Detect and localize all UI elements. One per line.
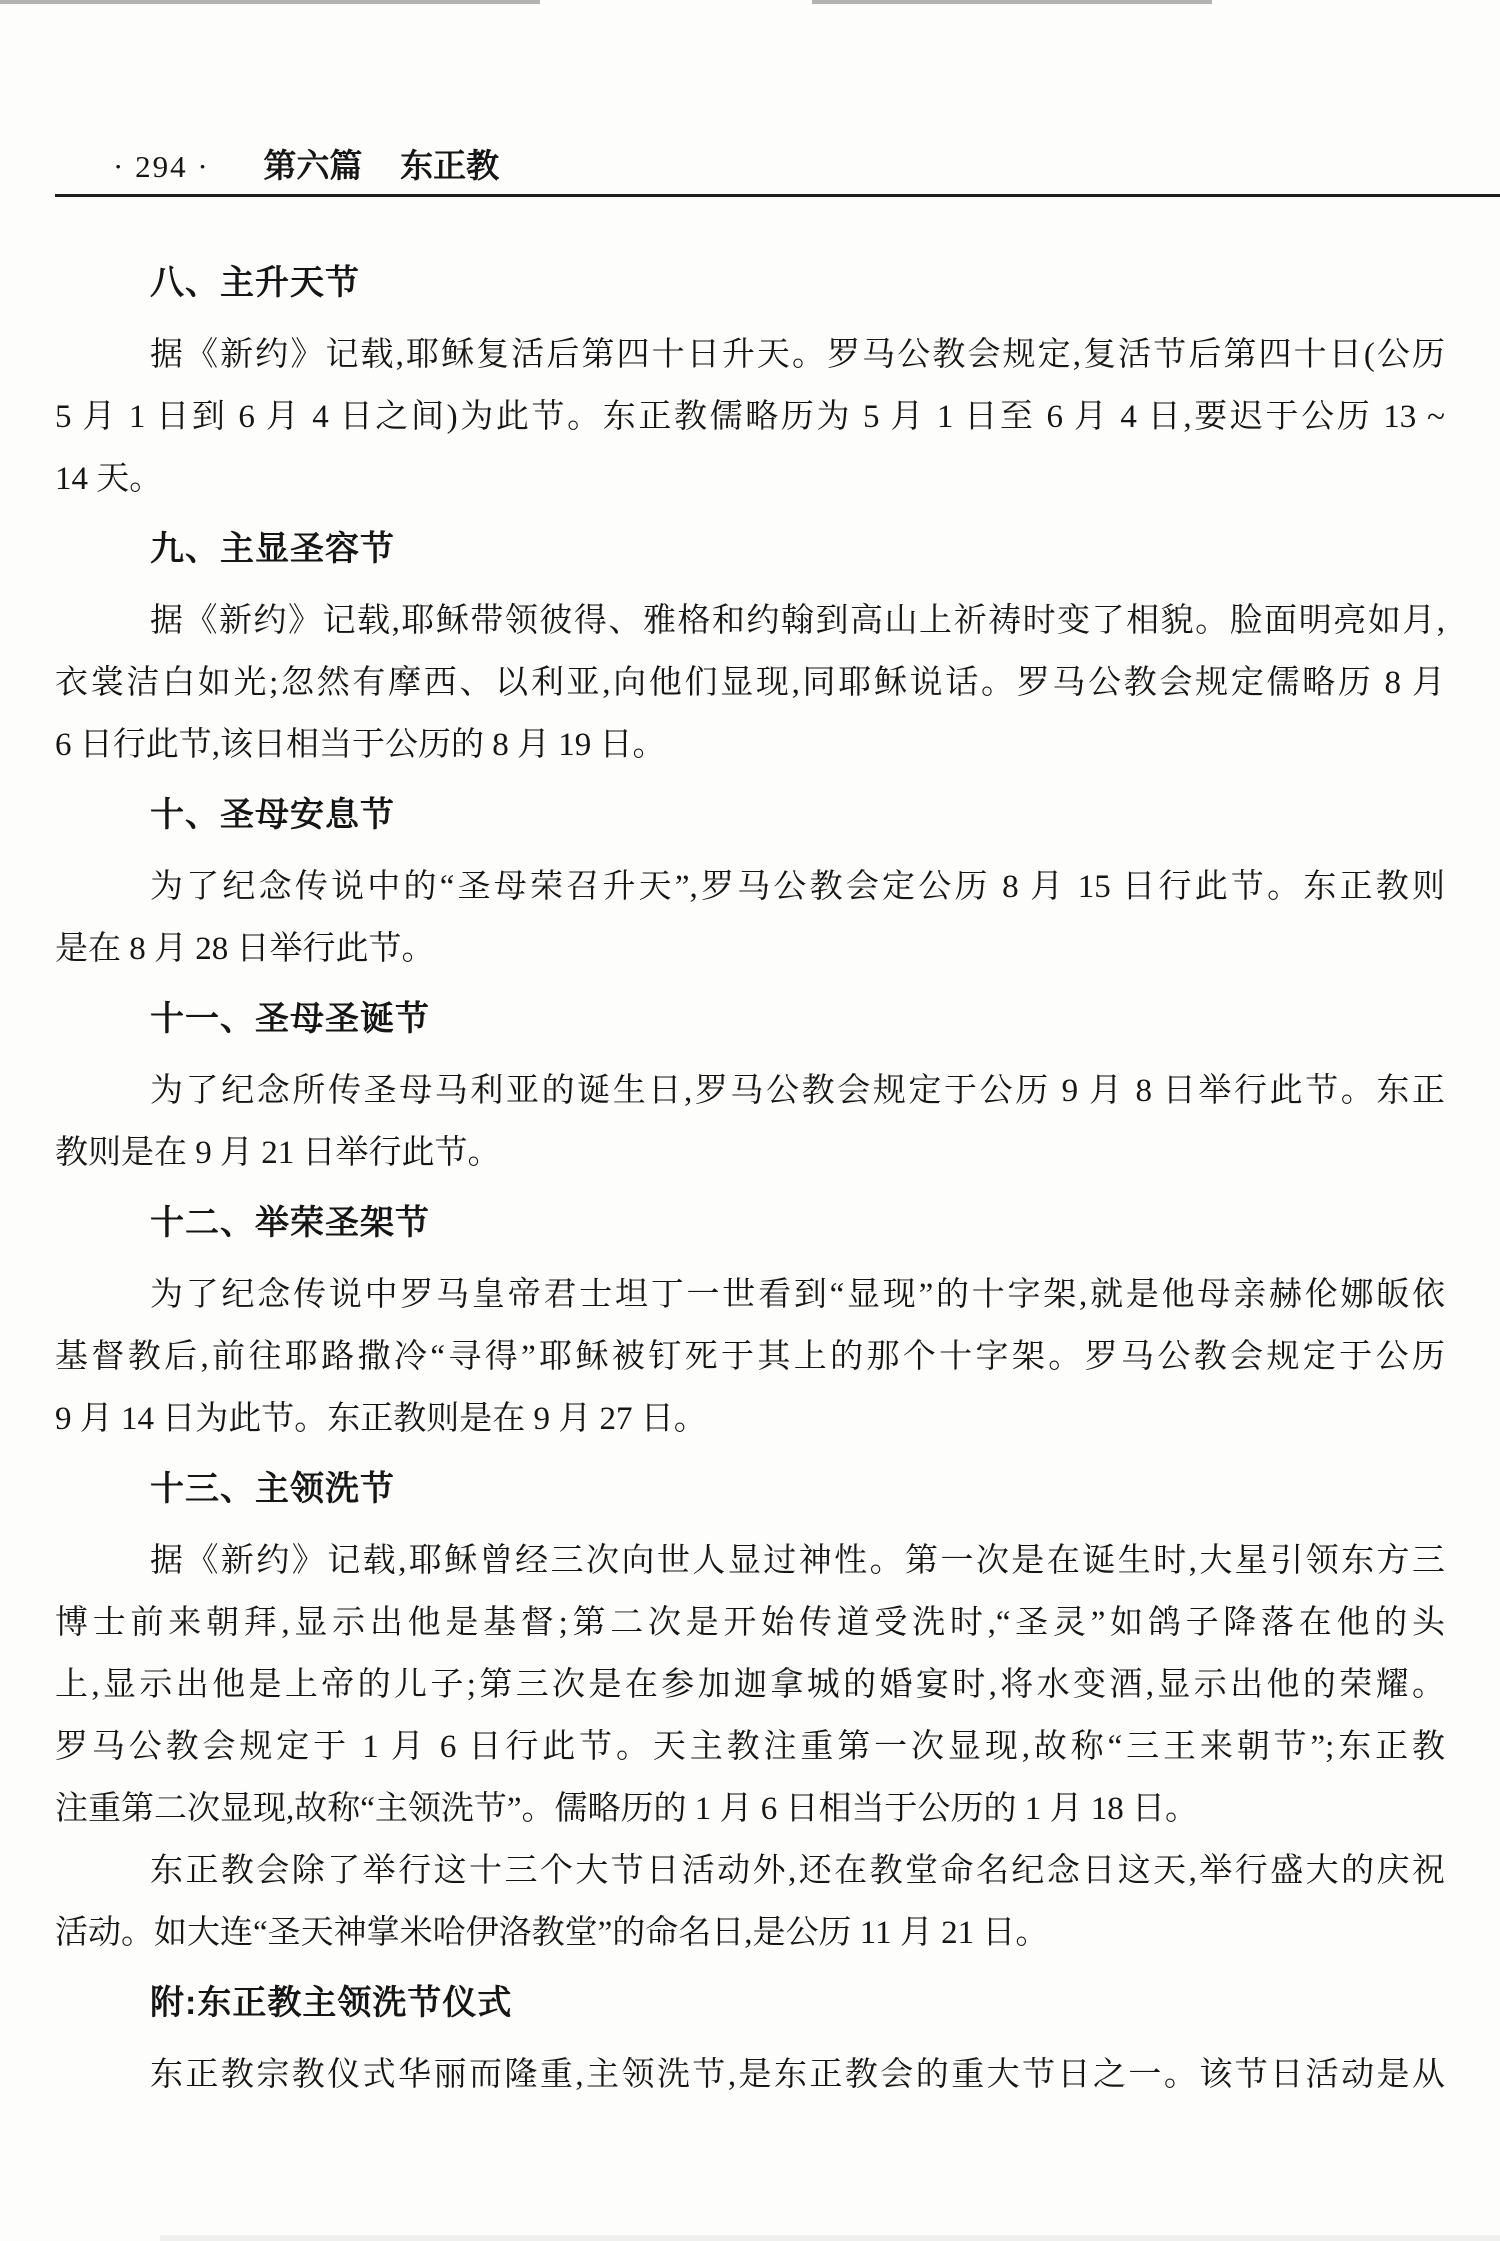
section-heading: 附:东正教主领洗节仪式 — [150, 1984, 513, 2022]
section — [55, 784, 1445, 980]
section — [55, 1972, 1445, 2106]
text-line: 为了纪念所传圣母马利亚的诞生日,罗马公教会规定于公历 9 月 8 日举行此节。东正 — [150, 1073, 1445, 1109]
paragraph — [55, 2044, 1445, 2106]
text-line: 为了纪念传说中罗马皇帝君士坦丁一世看到“显现”的十字架,就是他母亲赫伦娜皈依 — [150, 1277, 1445, 1313]
section — [55, 518, 1445, 776]
paragraph — [55, 856, 1445, 980]
scan-artifact-top-right — [812, 0, 1212, 4]
page-content — [55, 196, 1445, 2106]
text-line: 据《新约》记载,耶稣带领彼得、雅格和约翰到高山上祈祷时变了相貌。脸面明亮如月, — [150, 603, 1445, 639]
part-subject: 东正教 — [400, 147, 500, 184]
scan-artifact-top-left — [0, 0, 540, 4]
paragraph — [55, 1530, 1445, 1840]
section-heading: 九、主显圣容节 — [150, 530, 395, 568]
page-number: · 294 · — [113, 149, 210, 184]
text-line: 衣裳洁白如光;忽然有摩西、以利亚,向他们显现,同耶稣说话。罗马公教会规定儒略历 8 月 — [55, 665, 1445, 701]
text-line: 据《新约》记载,耶稣复活后第四十日升天。罗马公教会规定,复活节后第四十日(公历 — [150, 337, 1445, 373]
section — [55, 1458, 1445, 1964]
section — [55, 1192, 1445, 1450]
section-heading: 十二、举荣圣架节 — [150, 1204, 430, 1242]
text-line: 教则是在 9 月 21 日举行此节。 — [55, 1135, 501, 1171]
text-line: 为了纪念传说中的“圣母荣召升天”,罗马公教会定公历 8 月 15 日行此节。东正教则 — [150, 869, 1445, 905]
paragraph — [55, 1264, 1445, 1450]
paragraph — [55, 1840, 1445, 1964]
text-line: 博士前来朝拜,显示出他是基督;第二次是开始传道受洗时,“圣灵”如鸽子降落在他的头 — [55, 1605, 1445, 1641]
text-line: 9 月 14 日为此节。东正教则是在 9 月 27 日。 — [55, 1401, 707, 1437]
text-line: 14 天。 — [55, 461, 163, 497]
section-heading: 十一、圣母圣诞节 — [150, 1000, 430, 1038]
text-line: 据《新约》记载,耶稣曾经三次向世人显过神性。第一次是在诞生时,大星引领东方三 — [150, 1543, 1445, 1579]
part-title: 第六篇 — [263, 147, 363, 184]
paragraph — [55, 590, 1445, 776]
text-line: 上,显示出他是上帝的儿子;第三次是在参加迦拿城的婚宴时,将水变酒,显示出他的荣耀。 — [55, 1667, 1445, 1703]
section — [55, 252, 1445, 510]
section-heading: 十三、主领洗节 — [150, 1470, 395, 1508]
text-line: 6 日行此节,该日相当于公历的 8 月 19 日。 — [55, 727, 666, 763]
paragraph — [55, 324, 1445, 510]
text-line: 是在 8 月 28 日举行此节。 — [55, 931, 435, 967]
text-line: 罗马公教会规定于 1 月 6 日行此节。天主教注重第一次显现,故称“三王来朝节”;东正教 — [55, 1729, 1445, 1765]
running-head — [113, 146, 499, 187]
text-line: 基督教后,前往耶路撒冷“寻得”耶稣被钉死于其上的那个十字架。罗马公教会规定于公历 — [55, 1339, 1445, 1375]
text-line: 东正教会除了举行这十三个大节日活动外,还在教堂命名纪念日这天,举行盛大的庆祝 — [150, 1853, 1445, 1889]
text-line: 东正教宗教仪式华丽而隆重,主领洗节,是东正教会的重大节日之一。该节日活动是从 — [150, 2057, 1445, 2093]
text-line: 5 月 1 日到 6 月 4 日之间)为此节。东正教儒略历为 5 月 1 日至 6 月 4 日,要迟于公历 13 ~ — [55, 399, 1445, 435]
section-heading: 八、主升天节 — [150, 264, 360, 302]
text-line: 活动。如大连“圣天神掌米哈伊洛教堂”的命名日,是公历 11 月 21 日。 — [55, 1915, 1049, 1951]
section — [55, 988, 1445, 1184]
paragraph — [55, 1060, 1445, 1184]
scan-artifact-bottom — [160, 2235, 1500, 2241]
section-heading: 十、圣母安息节 — [150, 796, 395, 834]
text-line: 注重第二次显现,故称“主领洗节”。儒略历的 1 月 6 日相当于公历的 1 月 18 日。 — [55, 1791, 1199, 1827]
